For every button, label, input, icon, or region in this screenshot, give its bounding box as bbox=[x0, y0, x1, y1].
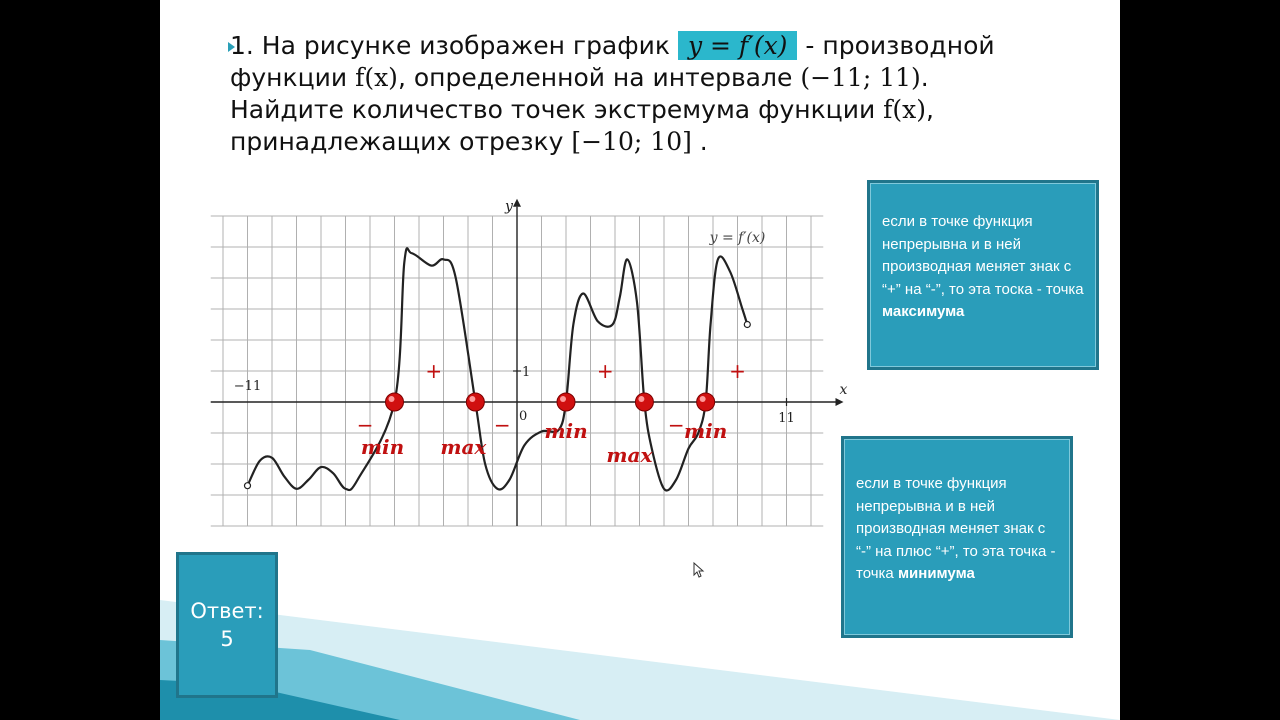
callout-min-text: если в точке функция непрерывна и в ней производная меняет знак с “-” на плюс “+”, то эта точка - точка bbox=[856, 475, 1056, 582]
callout-max-bold: максимума bbox=[882, 303, 965, 320]
open-endpoint bbox=[744, 322, 750, 328]
problem-part6: . bbox=[691, 127, 708, 156]
chart-title: y = f′(x) bbox=[709, 230, 766, 246]
x-axis-label: x bbox=[839, 382, 848, 398]
root-point bbox=[697, 393, 715, 411]
sign-label-plus: + bbox=[596, 359, 614, 383]
derivative-chart bbox=[200, 175, 848, 540]
problem-part2: - производной функции bbox=[230, 31, 995, 92]
root-point bbox=[466, 393, 484, 411]
segment: [−10; 10] bbox=[571, 127, 692, 156]
tick-label-y1: 1 bbox=[522, 365, 531, 380]
answer-value: 5 bbox=[220, 627, 234, 651]
sign-label-minus: − bbox=[356, 413, 374, 437]
sign-label-plus: + bbox=[425, 359, 443, 383]
extremum-label-max: max bbox=[606, 443, 653, 467]
problem-part1: 1. На рисунке изображен график bbox=[230, 31, 678, 60]
mouse-cursor-icon bbox=[693, 562, 705, 580]
root-point-highlight bbox=[469, 396, 475, 402]
slide bbox=[160, 0, 1120, 720]
highlighted-function: y = f′(x) bbox=[678, 31, 798, 60]
y-axis-label: y bbox=[505, 198, 513, 215]
function-fx-2: f(x) bbox=[883, 95, 926, 124]
function-fx: f(x) bbox=[355, 63, 398, 92]
problem-part5: , принадлежащих отрезку bbox=[230, 95, 934, 156]
y-axis-arrow-icon bbox=[513, 199, 521, 207]
tick-label-xmax: 11 bbox=[778, 411, 795, 426]
root-point-highlight bbox=[389, 396, 395, 402]
derivative-curve bbox=[248, 248, 748, 490]
sign-label-plus: + bbox=[729, 359, 746, 383]
extremum-label-min: min bbox=[360, 435, 405, 459]
problem-part3: , определенной на интервале bbox=[397, 63, 801, 92]
extremum-label-min: min bbox=[683, 419, 728, 443]
tick-label-xmin: −11 bbox=[233, 379, 262, 394]
root-point-highlight bbox=[638, 396, 644, 402]
open-endpoint bbox=[245, 483, 251, 489]
problem-text bbox=[230, 30, 1030, 158]
answer-box bbox=[176, 552, 278, 698]
root-point bbox=[635, 393, 653, 411]
callout-max-text: если в точке функция непрерывна и в ней производная меняет знак с “+” на “-”, то эта тоска - точка bbox=[882, 213, 1084, 298]
tick-label-origin: 0 bbox=[519, 409, 528, 424]
sign-label-minus: − bbox=[667, 413, 685, 437]
interval: (−11; 11) bbox=[800, 63, 921, 92]
extremum-label-max: max bbox=[440, 435, 487, 459]
sign-label-minus: − bbox=[493, 413, 511, 437]
problem-part4: . Найдите количество точек экстремума функции bbox=[230, 63, 929, 124]
callout-min-bold: минимума bbox=[897, 565, 975, 582]
root-point-highlight bbox=[560, 396, 566, 402]
callout-maximum bbox=[867, 180, 1099, 370]
root-point bbox=[557, 393, 575, 411]
root-point-highlight bbox=[700, 396, 706, 402]
extremum-label-min: min bbox=[544, 419, 588, 443]
callout-minimum bbox=[841, 436, 1073, 638]
root-point bbox=[386, 393, 404, 411]
answer-label: Ответ: bbox=[190, 599, 264, 623]
